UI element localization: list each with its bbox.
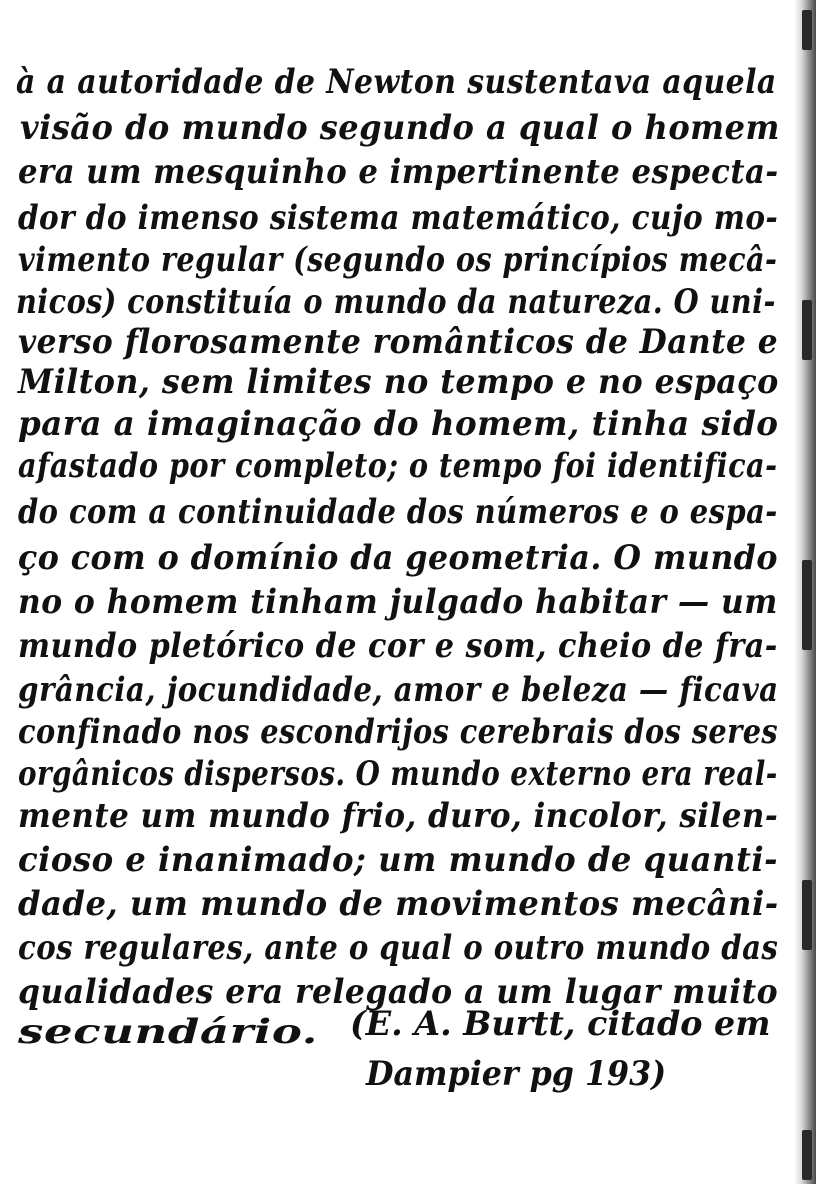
citation-author: (E. A. Burtt, citado em [350, 1004, 771, 1044]
text-line: à a autoridade de Newton sustentava aquela [16, 62, 777, 102]
text-line: do com a continuidade dos números e o espa- [18, 492, 778, 532]
text-line: mundo pletórico de cor e som, cheio de fra- [18, 626, 778, 666]
text-line: cos regulares, ante o qual o outro mundo das [18, 928, 779, 968]
text-line: visão do mundo segundo a qual o homem [20, 108, 780, 148]
text-line: para a imaginação do homem, tinha sido [18, 404, 779, 444]
text-line: ço com o domínio da geometria. O mundo [18, 538, 778, 578]
citation-source: Dampier pg 193) [366, 1054, 667, 1094]
text-line: nicos) constituía o mundo da natureza. O uni- [16, 282, 776, 322]
text-line: confinado nos escondrijos cerebrais dos seres [18, 712, 779, 752]
text-line: orgânicos dispersos. O mundo externo era real- [18, 754, 778, 794]
edge-mark [802, 300, 812, 360]
text-line: dor do imenso sistema matemático, cujo mo- [18, 198, 779, 238]
text-line: no o homem tinham julgado habitar — um [18, 582, 778, 622]
text-line: afastado por completo; o tempo foi identifica- [18, 446, 778, 486]
text-line: dade, um mundo de movimentos mecâni- [18, 884, 779, 924]
text-line: mente um mundo frio, duro, incolor, silen- [18, 796, 779, 836]
edge-mark [802, 880, 812, 950]
text-line: Milton, sem limites no tempo e no espaço [18, 362, 779, 402]
text-line: cioso e inanimado; um mundo de quanti- [18, 840, 779, 880]
text-line: grância, jocundidade, amor e beleza — ficava [18, 670, 779, 710]
text-line: verso florosamente românticos de Dante e [18, 322, 779, 362]
text-line: era um mesquinho e impertinente especta- [18, 152, 779, 192]
edge-mark [802, 1130, 812, 1180]
edge-mark [802, 10, 812, 50]
edge-mark [802, 560, 812, 650]
text-line: vimento regular (segundo os princípios mecâ- [18, 240, 778, 280]
page-edge-shadow [794, 0, 816, 1184]
text-line: qualidades era relegado a um lugar muito [18, 972, 779, 1012]
text-line: secundário. [18, 1012, 319, 1052]
